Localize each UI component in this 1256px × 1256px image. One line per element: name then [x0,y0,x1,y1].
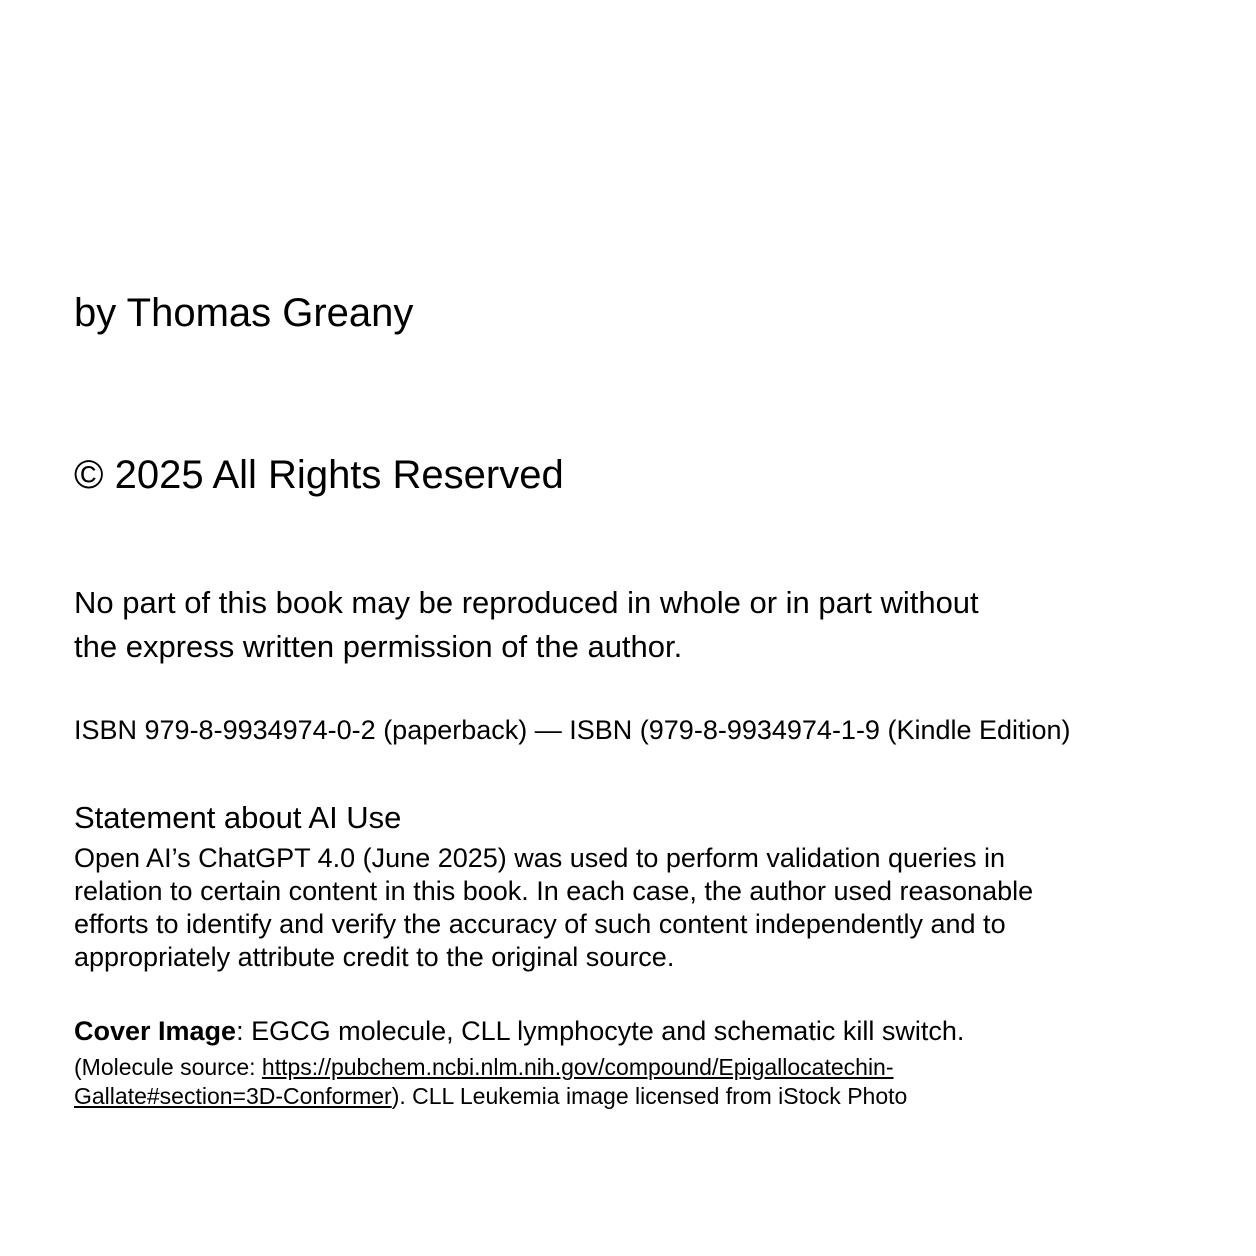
cover-image-label: Cover Image [74,1016,237,1046]
ai-statement-line: Open AI’s ChatGPT 4.0 (June 2025) was used to perform validation queries in [74,843,1006,873]
ai-statement-line: efforts to identify and verify the accuracy of such content independently and to [74,909,1006,939]
source-suffix: ). CLL Leukemia image licensed from iStock Photo [391,1083,908,1109]
pubchem-link-part-1[interactable]: https://pubchem.ncbi.nlm.nih.gov/compound/Epigallocatechin- [261,1054,894,1080]
copyright-notice: © 2025 All Rights Reserved [74,453,564,497]
cover-image-description: : EGCG molecule, CLL lymphocyte and schematic kill switch. [236,1016,965,1046]
source-prefix: (Molecule source: [74,1054,262,1080]
ai-statement-line: appropriately attribute credit to the original source. [74,942,675,972]
ai-statement-line: relation to certain content in this book. In each case, the author used reasonable [74,876,1034,906]
isbn-line: ISBN 979-8-9934974-0-2 (paperback) — ISBN (979-8-9934974-1-9 (Kindle Edition) [74,715,1071,745]
permission-line-2: the express written permission of the author. [74,629,683,664]
permission-line-1: No part of this book may be reproduced in whole or in part without [74,585,979,620]
ai-statement-body [74,842,1033,974]
author-line: by Thomas Greany [74,291,414,335]
permission-notice [74,581,979,669]
source-line-2 [74,1082,907,1111]
ai-statement-heading: Statement about AI Use [74,800,402,835]
source-line-1 [74,1053,907,1082]
cover-image-credit [74,1014,964,1048]
pubchem-link-part-2[interactable]: Gallate#section=3D-Conformer [74,1083,392,1109]
cover-source-note [74,1053,907,1111]
